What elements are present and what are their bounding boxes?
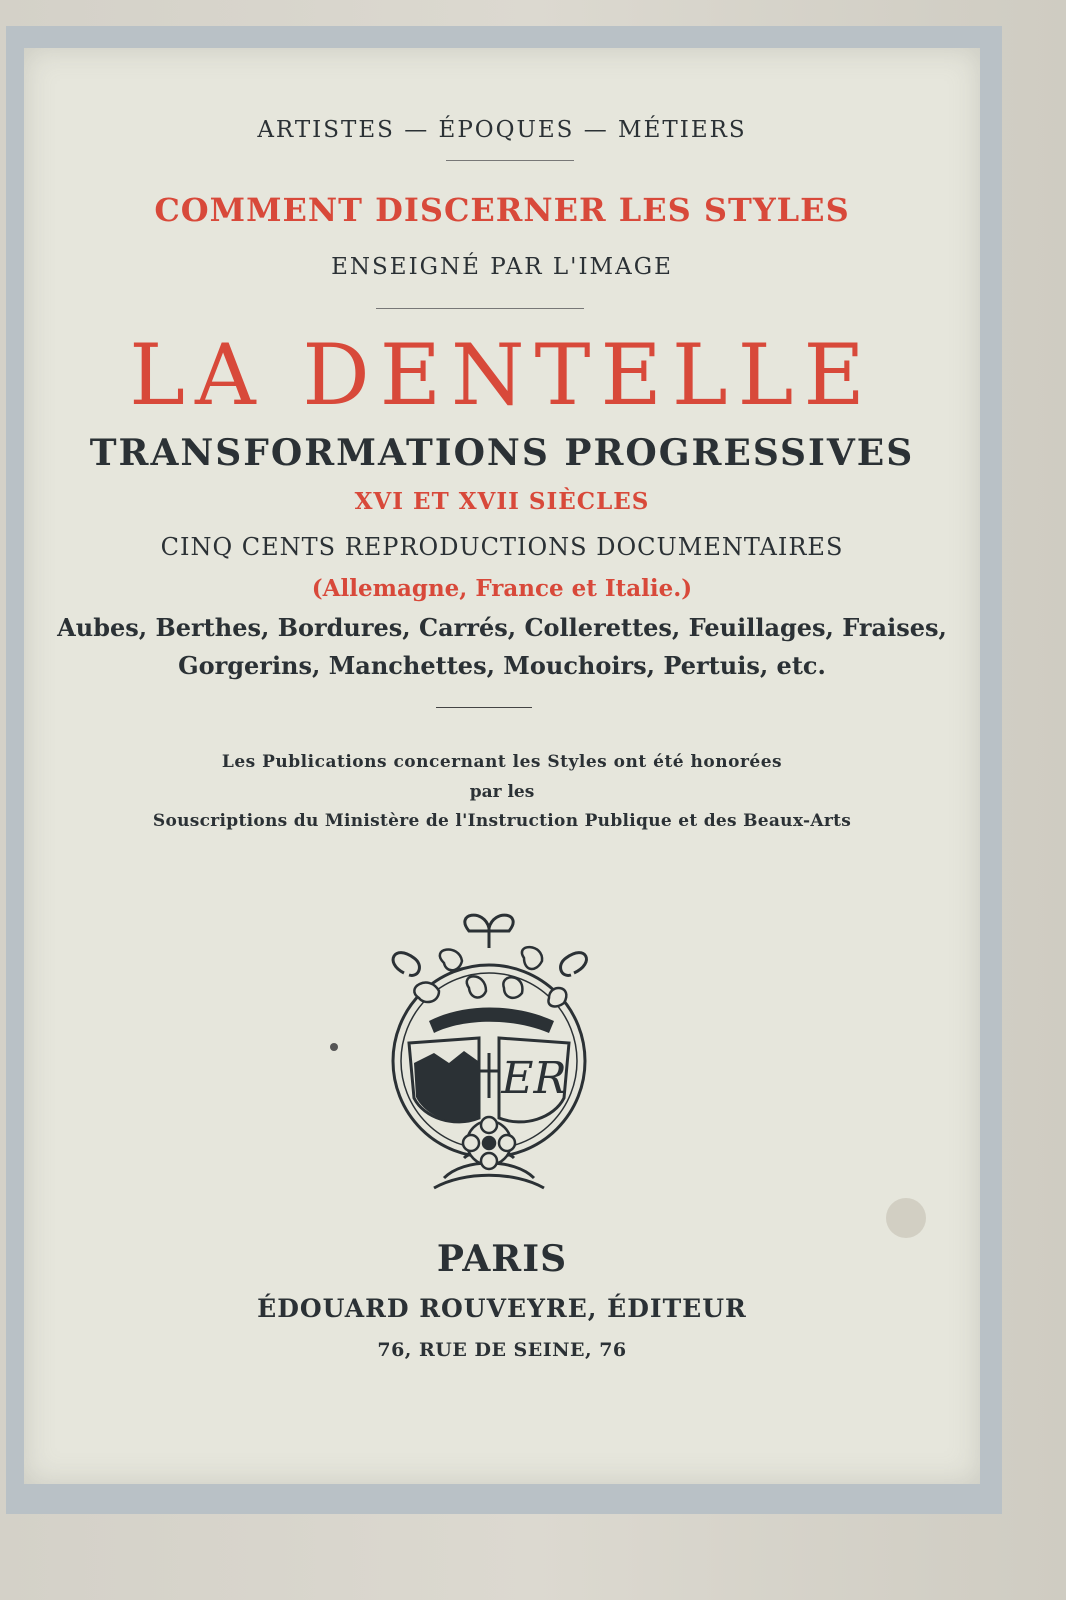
items-line-1: Aubes, Berthes, Bordures, Carrés, Collerettes, Feuillages, Fraises, <box>57 613 947 642</box>
svg-text:ER: ER <box>501 1053 567 1104</box>
subtitle-main: COMMENT DISCERNER LES STYLES <box>154 191 850 229</box>
title-page <box>24 48 980 1484</box>
paper-spot <box>330 1043 338 1051</box>
honors-line-3: Souscriptions du Ministère de l'Instruction Publique et des Beaux-Arts <box>152 811 852 831</box>
title-centuries: XVI ET XVII SIÈCLES <box>354 488 650 515</box>
publisher-name: ÉDOUARD ROUVEYRE, ÉDITEUR <box>257 1294 747 1323</box>
items-rule <box>436 707 532 708</box>
publisher-emblem-icon <box>374 903 614 1203</box>
items-line-2: Gorgerins, Manchettes, Mouchoirs, Pertuis, etc. <box>178 651 826 680</box>
subtitle-taught: ENSEIGNÉ PAR L'IMAGE <box>331 254 673 280</box>
publisher-address: 76, RUE DE SEINE, 76 <box>377 1339 627 1361</box>
title-sub: TRANSFORMATIONS PROGRESSIVES <box>89 432 915 474</box>
honors-line-2: par les <box>469 782 535 802</box>
page-title: LA DENTELLE <box>129 326 875 424</box>
title-reproductions: CINQ CENTS REPRODUCTIONS DOCUMENTAIRES <box>160 533 844 561</box>
paper-stain <box>886 1198 926 1238</box>
page-content <box>24 48 980 1484</box>
publisher-city: PARIS <box>436 1238 568 1280</box>
honors-line-1: Les Publications concernant les Styles ont été honorées <box>221 752 783 772</box>
header-tagline: ARTISTES — ÉPOQUES — MÉTIERS <box>257 117 747 143</box>
subtitle-rule <box>376 308 584 309</box>
title-countries: (Allemagne, France et Italie.) <box>311 575 693 602</box>
header-rule <box>446 160 574 161</box>
